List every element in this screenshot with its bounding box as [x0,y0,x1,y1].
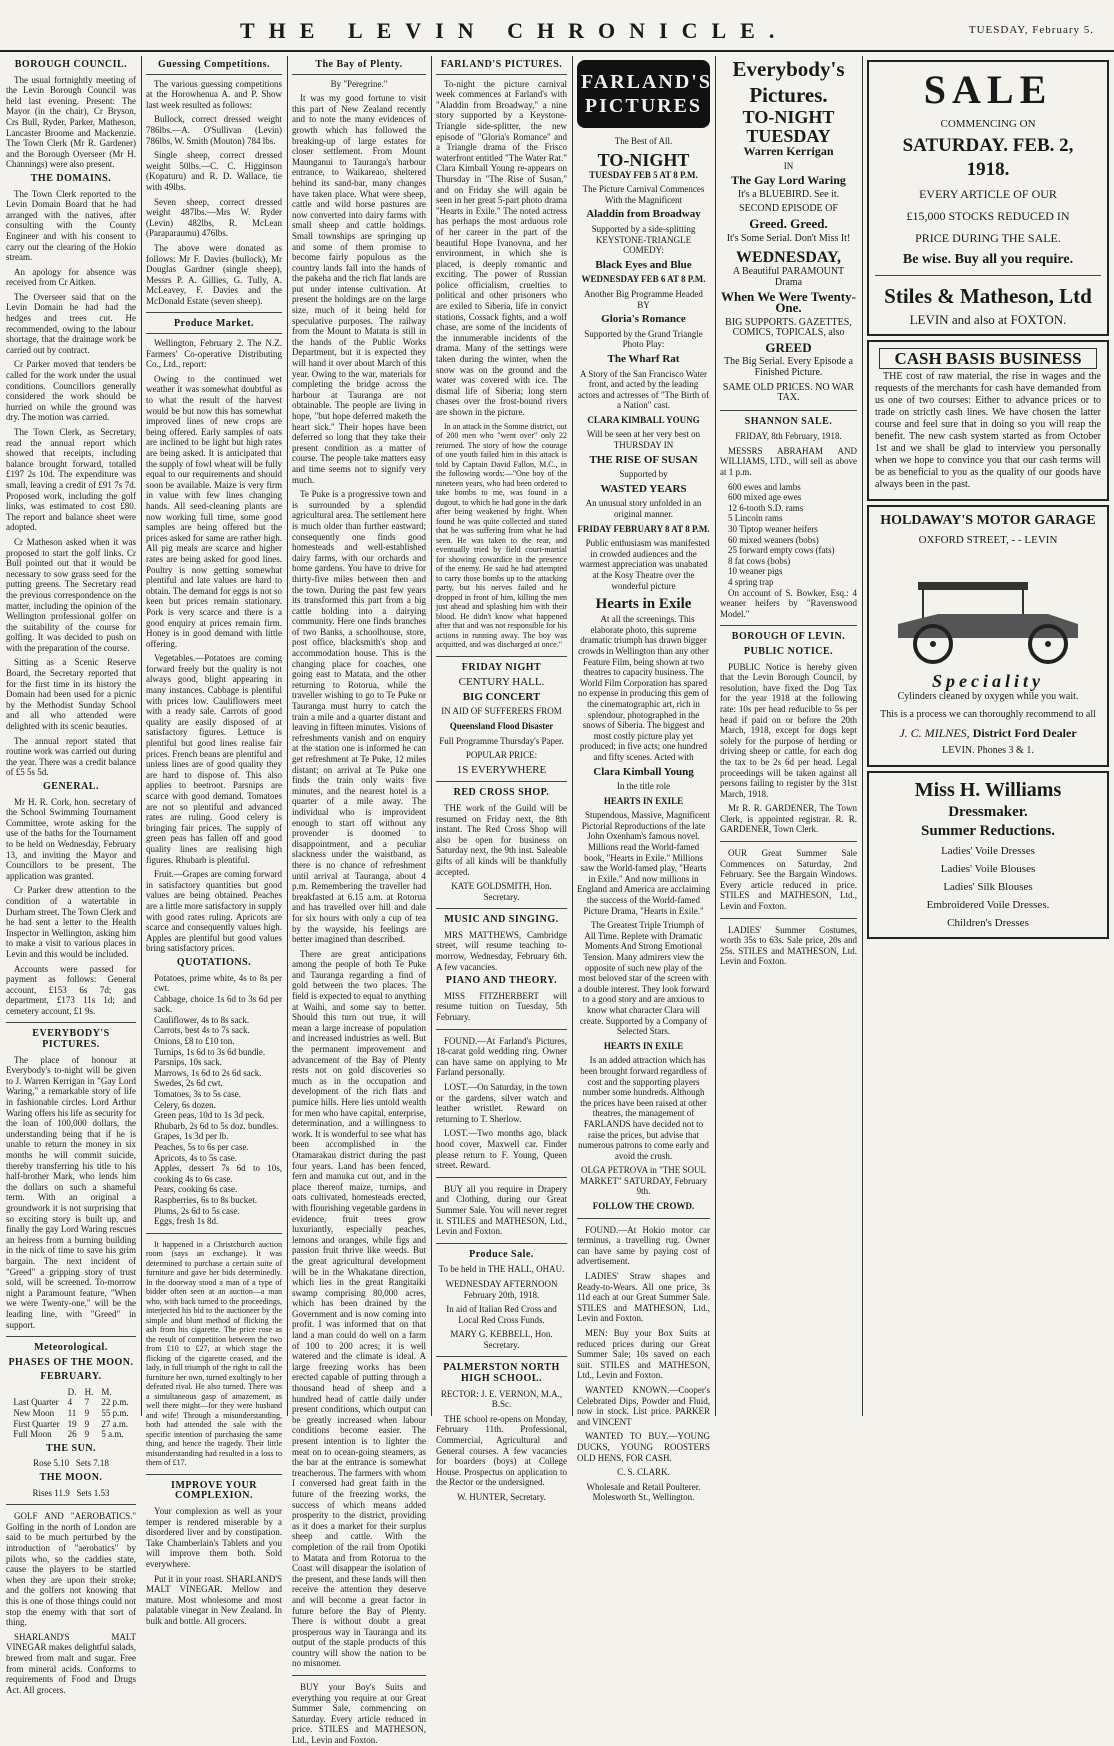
feature-title: Black Eyes and Blue [595,258,692,271]
table-cell: 26 [67,1429,77,1440]
dealer-title: District Ford Dealer [972,725,1077,740]
divider [436,908,567,909]
article-paragraph: It happened in a Christchurch auction room (says an exchange). It was determined to purchase a certain suite of furniture and gave her bids determinedly. In the doorway stood a man of a type of bidder often seen at an auction—a man who, with back turned to the proceedings, interjected his bid to the auctioneer by the simple and blunt method of flicking the ash from his cigarette. The price rose as the result of competition between the two from £10 to £27, at which stage the flicking of the cigarette ceased, and the lady, in full triumph of the right to call the furniture her own, turned exultingly to her defeated rival. He also turned. There was a simultaneous gasp of amazement, as well there might—for they were husband and wife! Through a misunderstanding, both had attended the sale with the specific intention of purchasing the same thing, and hence the tragedy. Their little misunderstanding had resulted in a loss to them of £17. [146,1239,282,1468]
list-item: Cauliflower, 4s to 8s sack. [154,1014,250,1025]
sale-date: SATURDAY. FEB. 2, [902,135,1074,156]
meteorological-heading: Meteorological. [34,1342,108,1354]
list-item: 600 mixed age ewes [728,492,802,503]
column-2 [146,56,282,1626]
list-item: Parsnips, 10s sack. [154,1057,222,1068]
column-rule [862,56,863,1416]
article-paragraph: Cr Matheson asked when it was proposed to start the golf links. Cr Bull pointed out that it would be necessary to sow grass seed for the putting greens. The Secretary read the previous correspondence on the matter, including the opinion of the Wellington professional golfer on the suitability of the course for golfing. It was decided to push on with the preparation of the course. [6,536,136,653]
ad-line: EVERY ARTICLE OF OUR [919,187,1057,201]
divider [146,312,282,313]
cash-basis-advert [867,340,1109,501]
stock-list [720,482,857,588]
ad-paragraph: Stupendous, Massive, Magnificent Pictorial Reproductions of the late John Oxenham's famous novel. Millions read the World-famed book, "Hearts in Exile." Millions saw the World-famed play, "Hearts in Exile." And now millions in England and America are acclaiming the success of the World-famed Picture Drama, "Hearts in Exile." [577,810,710,916]
list-item: Turnips, 1s 6d to 3s 6d bundle. [154,1046,266,1057]
article-paragraph: Cr Parker drew attention to the condition of a watertable in Durham street. The Town Clerk and he had sent a letter to the Health Inspector in Wellington, asking him to make a visit to various places in Levin and this would be included. [6,885,136,959]
produce-sale-date: WEDNESDAY AFTERNOON February 20th, 1918. [445,1278,558,1300]
ad-line: OLGA PETROVA in "THE SOUL MARKET" SATURDAY, February 9th. [580,1165,707,1197]
classified-ad: WANTED TO BUY.—YOUNG DUCKS, YOUNG ROOSTERS OLD HENS, FOR CASH. [577,1431,710,1463]
notice-paragraph: Mr R. R. GARDENER, The Town Clerk, is appointed registrar. R. R. GARDENER, Town Clerk. [720,803,857,835]
notice-paragraph: THE work of the Guild will be resumed on Friday next, the 8th instant. The Red Cross Shop will also be open for business on Saturday next, the 9th inst. Saleable gifts of all kinds will be thankfully accepted. [436,802,567,877]
ad-line: Supported by a side-splitting KEYSTONE-TRIANGLE COMEDY: [591,223,696,256]
masthead [0,0,1114,52]
article-paragraph: The various guessing competitions at the Horowhenua A. and P. Show last week resulted as follows: [146,78,282,110]
list-item: 12 6-tooth S.D. rams [728,502,804,513]
ad-line: Cylinders cleaned by oxygen while you wait. [897,690,1079,702]
feature-title: Gloria's Romance [601,313,686,326]
divider [436,656,567,657]
article-paragraph: The above were donated as follows: Mr F. Davies (bullock), Mr Douglas Gardner (single sheep), Messrs P. A. Gillies, G. Tully, A. McLeavey, F. Davies and the McDonald Estate (seven sheep). [146,242,282,306]
column-3 [292,56,427,1746]
car-roof [918,582,1028,590]
sun-heading: THE SUN. [45,1442,97,1454]
star-name: CLARA KIMBALL YOUNG [587,414,700,425]
sale-title: SALE [923,67,1053,112]
wheel-hub [930,641,936,647]
moon-heading: THE MOON. [39,1472,103,1484]
location-line: LEVIN and also at FOXTON. [909,312,1067,327]
list-item: Grapes, 1s 3d per lb. [154,1131,229,1142]
ad-line: An unusual story unfolded in an original manner. [585,498,702,520]
section-subheading: GENERAL. [43,781,99,792]
article-paragraph: The usual fortnightly meeting of the Levin Borough Council was held last evening. Present: The Mayor (in the chair), Cr Bryson, Crs Bull, Ryder, Parker, Matheson, Lancaster Broome and Mackenzie. The Town Clerk (Mr R. Gardener) and the Borough Overseer (Mr H. Channings) were also present. [6,74,136,170]
article-paragraph: The Town Clerk, as Secretary, read the annual report which showed that receipts, including balance brought forward, totalled £197 2s 10d. The expenditure was small, leaving a credit of £91 7s 7d. Proposed work, including the golf links, was estimated to cost £80. The report and balance sheet were adopted. [6,427,136,533]
column-6 [720,56,857,1416]
ad-line: The Big Serial. Every Episode a Finished Picture. [724,356,853,378]
article-paragraph: Seven sheep, correct dressed weight 487lbs.—Mrs W. Ryder (Levin) 482lbs, R. McLean (Paraparaumu) 476lbs. [146,196,282,239]
table-cell: 9 [84,1408,90,1419]
column-4 [436,56,567,1502]
article-paragraph: GOLF AND "AEROBATICS." Golfing in the north of London are said to be much perturbed by the introduction of "aerobatics" by pilots who, so the caddies state, cause the players to be startled when they are upon their stroke; and the golfers not knowing that this is one of those things could not stop the enemy with that sort of thing. [6,1511,136,1628]
feature-title: WASTED YEARS [600,482,687,495]
list-item: Marrows, 1s 6d to 2s 6d sack. [154,1067,262,1078]
ad-line: £15,000 STOCKS REDUCED IN [906,209,1070,223]
motor-car-illustration [878,552,1098,672]
column-rule [572,56,573,1416]
moon-set: Sets 1.53 [76,1487,110,1498]
classified-ad: FOUND.—At Hokio motor car terminus, a travelling rug. Owner can have same by paying cost of advertisement. [577,1224,710,1267]
table-cell: 9 [84,1429,90,1440]
table-header-cell: D. [67,1386,77,1397]
table-row [9,1397,132,1408]
article-paragraph: Bullock, correct dressed weight 786lbs.—A. O'Sullivan (Levin) 786lbs, W. Smith (Mouton) 784 lbs. [146,114,282,146]
divider [146,1233,282,1234]
borough-levin-heading: BOROUGH OF LEVIN. [731,631,846,643]
garage-name: HOLDAWAY'S MOTOR GARAGE [880,513,1096,528]
stiles-matheson-name: Stiles & Matheson, Ltd [884,284,1092,308]
table-row [9,1429,132,1440]
feature-title: The Gay Lord Waring [731,173,846,188]
programme-line: Full Programme Thursday's Paper. [439,735,564,746]
table-cell: 5 a.m. [101,1429,124,1440]
cash-basis-heading: CASH BASIS BUSINESS [879,348,1097,369]
shannon-sale-heading: SHANNON SALE. [744,415,833,427]
moon-rise: Rises 11.9 [32,1487,70,1498]
list-item: 4 spring trap [728,577,774,587]
dealer-line [875,725,1101,741]
notice-paragraph: MRS MATTHEWS, Cambridge street, will resume teaching to-morrow, Wednesday, February 6th. A few vacancies. [436,929,567,972]
table-cell: 4 [67,1397,73,1408]
business-name: Miss H. Williams [914,778,1062,801]
list-item: Swedes, 2s 6d cwt. [154,1078,223,1089]
ad-line: In the title role [616,781,671,792]
table-header-cell [9,1387,63,1398]
article-paragraph: An apology for absence was received from Cr Aitken. [6,266,136,288]
signature: MARY G. KEBBELL, Hon. Secretary. [450,1329,553,1350]
list-item: Ladies' Voile Blouses [940,862,1036,875]
list-item: Peaches, 5s to 6s per case. [154,1142,249,1152]
speciality-heading: Speciality [932,671,1044,691]
sale-year: 1918. [966,159,1010,180]
sun-set: Sets 7.18 [75,1458,109,1469]
divider [875,275,1101,276]
sun-rise: Rose 5.10 [33,1458,70,1469]
table-cell: Full Moon [13,1429,52,1440]
signature: C. S. CLARK. [617,1467,670,1478]
everybodys-pictures-heading: EVERYBODY'S PICTURES. [32,1028,110,1051]
list-item: 60 mixed weaners (bobs) [728,534,819,545]
column-5 [577,56,712,1503]
big-concert: BIG CONCERT [462,690,541,703]
newspaper-title: THE LEVIN CHRONICLE. [240,18,789,43]
feature-title: HEARTS IN EXILE [603,795,684,806]
tonight-heading: TO-NIGHT [597,149,690,170]
notice-paragraph: On account of S. Bowker, Esq.: 4 weaner heifers by "Ravenswood Model." [720,587,857,619]
ad-paragraph: Public enthusiasm was manifested in crowded audiences and the warmest appreciation was unabated at the Kosy Theatre over the wonderful picture [579,538,710,591]
ad-paragraph: At all the screenings. This elaborate photo, this supreme dramatic triumph has drawn bigger crowds in Wellington than any other Feature Film, being shown at two theatres to capacity business. The World Film Corporation has spared no expense in producing this gem of the cinematographic art, rich in splendour, photographed in the snows of Siberia. The biggest and most costly picture play yet produced; in five acts; one hundred and fifty scenes. Acted with [578,614,709,762]
advertisement: MEN: Buy your Box Suits at reduced prices during our Great Summer Sale; 10s saved on each suit. STILES and MATHESON, Ltd., Levin and Foxton. [577,1328,710,1381]
list-item: Potatoes, prime white, 4s to 8s per cwt. [154,972,282,994]
feature-title: THE RISE OF SUSAN [589,453,698,466]
garage-address: OXFORD STREET, - - LEVIN [918,534,1058,546]
reductions-heading: Summer Reductions. [921,822,1055,839]
divider [436,781,567,782]
ad-line: BIG SUPPORTS. GAZETTES, COMICS, TOPICALS, also [725,316,852,339]
table-header-cell: H. [84,1386,94,1397]
divider [720,625,857,626]
ad-line: The Best of All. [614,136,673,146]
divider [6,1504,136,1505]
advertisement: Your complexion as well as your temper is rendered miserable by a disordered liver and by constipation. Take Chamberlain's Tablets and you will improve them both. Sold everywhere. [146,1505,282,1569]
article-paragraph: In an attack in the Somme district, out of 200 men who "went over" only 22 returned. The story of how the courage of one youth failed him in this attack is told by Captain David Fallon, M.C., in the following words:—"One boy of the nineteen years, who had been ordered to take bombs to me, was found in a dugout, to which he had gone in the dark after being weakened by fright. When found he was quite collected and stated that he was suffering from what he had seen. He was taken to the rear, and eventually tried by field court-martial for showing cowardice in the presence of the enemy. He said he had attempted to carry those bombs up to the attacking party, but his nerves failed and he dropped in front of him, killing the men just ahead and splashing him with their blood. He didn't know what happened after that and was not responsible for his actions in running away. The boy was acquitted, and was discharged at once." [436,421,567,650]
quotations-list [146,973,282,1227]
section-subheading: THE DOMAINS. [30,172,112,184]
feature-title: When We Were Twenty-One. [721,289,856,315]
classified-ad: LOST.—On Saturday, in the town or the gardens, silver watch and leather wristlet. Reward on returning to T. Sherlow. [436,1082,567,1124]
column-rule [715,56,716,1416]
article-paragraph: Single sheep, correct dressed weight 50lbs.—C. C. Higginson (Kopaturu) and R. D. Wallace, tie with 49lbs. [146,150,282,192]
feature-title: HEARTS IN EXILE [603,1040,684,1051]
list-item: Children's Dresses [947,916,1029,929]
list-item: Plums, 2s 6d to 5s case. [154,1205,240,1216]
borough-council-heading: BOROUGH COUNCIL. [14,59,128,70]
article-paragraph: The annual report stated that routine work was carried out during the year. There was a credit balance of £5 5s 5d. [6,735,136,778]
guessing-heading: Guessing Competitions. [146,60,282,75]
article-paragraph: Accounts were passed for payment as follows: General account, £153 6s 7d; gas department, £173 11s 1d; and cemetery account, £1 9s. [6,963,136,1016]
ad-paragraph: Is an added attraction which has been brought forward regardless of cost and the supporting players number some hundreds. Although the prices have been raised at other theatres, the management of FARLANDS have decided not to raise the prices, but advise that numerous patrons to come early and avoid the crush. [578,1055,709,1161]
feature-title: Aladdin from Broadway [586,208,701,221]
article-paragraph: Owing to the continued wet weather it was somewhat doubtful as to what the result of the harvest would be but now this has somewhat improved lines of new crops are being offered. Early samples of oats are inclined to be light but high rates are being asked. It is anticipated that the supply of fowl wheat will be fully equal to our requirements and should soon be available. Maize is very firm in value with few lines changing hands. All seed-cleaning plants are now working full time, some good samples are being offered but the prices asked for same are rather high. All pig meals are scarce and higher rates are being asked for good lines. Poultry is now getting somewhat plentiful and late values are hard to obtain. The demand for eggs is not so keen but prices remain stationary. Pork is very scarce and there is a good enquiry at prices remain firm. Honey is in good demand with little offering. [146,373,282,649]
table-cell: First Quarter [13,1418,60,1429]
list-item: Ladies' Voile Dresses [941,844,1035,857]
list-item: 25 forward empty cows (fats) [728,545,835,556]
aid-line: IN AID OF SUFFERERS FROM [441,706,562,717]
tuesday-heading: TUESDAY [746,126,831,146]
williams-dressmaker-advert [867,771,1109,939]
ad-line: A Story of the San Francisco Water front, and acted by the leading actors and actresses of "The Birth of a Nation" cast. [577,368,710,411]
column-1 [6,56,136,1695]
divider [720,918,857,919]
produce-sale-venue: To be held in THE HALL, OHAU. [438,1264,565,1275]
table-header-cell: M. [101,1386,112,1397]
article-paragraph: Wellington, February 2. The N.Z. Farmers' Co-operative Distributing Co., Ltd., report: [146,338,282,370]
moon-month: FEBRUARY. [40,1371,102,1383]
list-item: Ladies' Silk Blouses [943,880,1033,893]
ad-line: The Picture Carnival Commences With the Magnificent [582,184,705,205]
notice-paragraph: PUBLIC Notice is hereby given that the Levin Borough Council, by resolution, have fixed the Dog Tax for the year 1918 at the following rate: 10s per head reducible to 5s per head if paid on or before the 20th March, 1918, except for dogs kept solely for the purpose of herding or driving sheep or cattle, for each dog the tax to be 2s 6d per head. Legal proceedings will be taken against all persons failing to register by the 31st March, 1918. [720,661,857,799]
list-item: Tomatoes, 3s to 5s case. [154,1089,241,1100]
queensland-line: Queensland Flood Disaster [449,720,554,731]
improve-heading: IMPROVE YOUR COMPLEXION. [171,1479,257,1502]
high-school-heading: PALMERSTON NORTH HIGH SCHOOL. [443,1362,560,1385]
table-cell: 22 p.m. [101,1397,129,1408]
feature-title: Hearts in Exile [595,596,692,613]
divider [720,841,857,842]
ad-line: SECOND EPISODE OF [739,203,838,215]
rector-line: RECTOR: J. E. VERNON, M.A., B.Sc. [440,1388,563,1410]
ad-line: Another Big Programme Headed BY [584,288,703,310]
table-row [9,1419,132,1430]
sale-date: FRIDAY, 8th February, 1918. [735,431,842,442]
list-item: Green peas, 10d to 1s 3d peck. [154,1110,265,1121]
article-paragraph: Vegetables.—Potatoes are coming forward freely but the quality is not always good, blight appearing in many instances. Cabbage is plentiful with prices low. Cauliflowers meet with a ready sale. Carrots of good quality are easily disposed of at satisfactory figures. Lettuce is plentiful but good lines realise fair prices. French beans are plentiful and unless lines are of good quality they are hard to dispose of. This also applies to beetroot. Parsnips are scarce with good demand. Tomatoes are not so plentiful and advanced rates are ruling. Good celery is bringing fair prices. The supply of green peas has fallen off and good quality lines are realising high figures. Rhubarb is plentiful. [146,653,282,865]
feature-title: GREED [765,339,812,355]
ad-line: Supported by the Grand Triangle Photo Play: [584,328,703,350]
moon-times [6,1488,136,1499]
feature-title: Greed. Greed. [749,215,828,231]
table-cell: New Moon [13,1408,55,1419]
tonight-heading: TO-NIGHT [742,107,835,127]
bay-of-plenty-heading: The Bay of Plenty. [292,60,426,75]
ad-line: FOLLOW THE CROWD. [592,1201,695,1212]
article-paragraph: It was my good fortune to visit this part of New Zealand recently and to note the many evidences of growth which has followed the breaking-up of large estates for closer settlement. From Mount Maunganui to Tauranga's harbour entrance, to Waikareao, sheltered behind its sand-bar, many changes have taken place. What were sheep, cattle and wild horse pastures are now converted into dairy farms with small sheep and cattle holdings. Small townships are springing up and some of them promise to become fairly populous as the country lands fall into the hands of the pakeha and the rich flat lands are put under intense cultivation. At present the holdings are on the large size, much of it being held for speculative purposes. The railway from the Mount to Matata is still in the hands of the Public Works Department, but it is expected they will hand it over about March of this year. Owing to the war, materials for completing the bridge across the harbour at Tauranga are not obtainable. The people are living in hope, "but hope deferred maketh the heart sick." Their hopes have been deferred so long that they take their present condition as a matter of course. The people take matters easy and time seems not to signify very much. [292,93,426,485]
table-cell: 9 [84,1418,90,1429]
divider [436,1029,567,1030]
ad-line: COMMENCING ON [940,118,1036,130]
date-line: TUESDAY FEB 5 AT 8 P.M. [589,169,698,180]
sale-advert [867,60,1109,336]
century-hall: CENTURY HALL. [458,676,545,689]
music-heading: MUSIC AND SINGING. [444,914,559,926]
sun-times [6,1458,136,1469]
divider [6,1336,136,1337]
produce-market-heading: Produce Market. [146,319,282,334]
classified-ad: LOST.—Two months ago, black hood cover, Maxwell car. Finder please return to F. Young, Queen street. Reward. [436,1128,567,1171]
table-cell: 7 [84,1397,90,1408]
produce-sale-aid: In aid of Italian Red Cross and Local Red Cross Funds. [446,1304,557,1325]
list-item: Carrots, best 4s to 7s sack. [154,1025,250,1036]
article-paragraph: Mr H. R. Cork, hon. secretary of the School Swimming Tournament Committee, wrote asking for the use of the baths for the Tournament to be held on Wednesday, February 13, and inviting the Mayor and Councillors to be present. The application was granted. [6,796,136,881]
ad-paragraph: The Greatest Triple Triumph of All Time. Replete with Dramatic Moments And Strong Emotional Tension. Many admirers view the opposite of such new play of the most beloved star of the screen with a double interest. They look forward to a good story and are anxious to know what character Clara will create. Supported by a Company of Selected Stars. [577,920,710,1037]
article-paragraph: The Overseer said that on the Levin Domain he had had the hedges and trees cut. He recommended, owing to the labour shortage, that the drainage work be carried out by contract. [6,291,136,355]
column-7 [867,56,1109,1416]
advertisement: BUY all you require in Drapery and Clothing, during our Great Summer Sale. You will never regret it. STILES and MATHESON, Ltd., Levin and Foxton. [436,1183,567,1237]
signature: W. HUNTER, Secretary. [457,1492,546,1502]
everybodys-heading: Everybody's Pictures. [732,57,845,107]
article-paragraph: To-night the picture carnival week commences at Farland's with "Aladdin from Broadway," a nine story supported by a Keystone-Triangle side-splitter, the new episode of "Gloria's Romance" and a Triangle drama of the Frisco waterfront entitled "The Water Rat." Clara Kimball Young re-appears on Thursday in "The Rise of Susan," and on Friday she will again be seen in her great 5-part photo drama "Hearts in Exile." The noted actress has perhaps the most arduous role of her career in the part of the beautiful Hope Ivanovna, and her environment, in which she is placed, is deeply romantic and exciting. The power of Russian police officialism, cruelties to political and other prisoners who are exiled to Siberia, life in convict stations, Cossack fights, and a wolf chase, are some of the incidents of the innumerable incidents of the drama. Many of the settings were taken during the winter, when the snow was on the ground and the water was covered with ice. The dismal life of Siberia; long stern chases over the frost-bound rivers are shown in the picture. [436,78,567,417]
signature: KATE GOLDSMITH, Hon. Secretary. [451,881,552,902]
article-paragraph: Sitting as a Scenic Reserve Board, the Secretary reported that for the first time in its history the Domain had been used for a picnic by the Methodist Sunday School and all who attended were delighted with its scenic beauties. [6,657,136,732]
column-rule [287,56,288,1416]
classified-ad: WANTED KNOWN.—Cooper's Celebrated Dips, Powder and Fluid, now in stock. List price. PARKER and VINCENT [577,1384,710,1427]
byline: By "Peregrine." [330,78,388,89]
divider [436,1243,567,1244]
phones-line: LEVIN. Phones 3 & 1. [942,744,1034,756]
divider [436,1177,567,1178]
friday-night-heading: FRIDAY NIGHT [461,661,542,673]
wednesday-heading: WEDNESDAY, [735,249,842,267]
article-paragraph: There are great anticipations among the people of both Te Puke and Tauranga regarding a find of gold between the two places. The field is expected to equal to anything at Waihi, and some say to better. Should this turn out true, it will mean a large increase of population and increased industries as well. But the permanent improvement and advancement of the Bay of Plenty rests not on gold discoveries so much as in the occupation and development of the rich flats and pumice hills. Here lies untold wealth for men who have capital, enterprise, determination, and a willingness to work. It is wonderful to see what has been accomplished in the Otamarakau district during the past four years. Land has been fenced, fern and manuka cut out, and in the place thereof maize, turnips, and oats cultivated, homesteads erected, with flourishing vegetable gardens in evidence, fruit trees grow luxuriantly, especially peaches, lemons and oranges, while figs and passion fruit thrive like weeds. But the great agricultural development will be in the Whakatane direction, which lies in the great Rangitaiki swamp comprising 80,000 acres, which has been drained by the Government and is now coming into profit. I was informed that on that land a man could do well on a farm of 100 to 200 acres; it is well watered and the climate is ideal. A large freezing works has been erected capable of putting through a thousand head of sheep and a hundred head of cattle daily under present conditions, which output can be greatly increased when labour conditions become easier. The present intention is to lighter the meat on to ocean-going steamers, as the bar at the entrance is somewhat treacherous. The farmers with whom I conversed had great faith in the future of the freezing works, the success of which means added prosperity to the district, providing as it does a market for their surplus sheep and cattle. With the completion of the rail from Opotiki to Matata and from Rotorua to the Coast will disappear the isolation of the present, and these lands will then receive the attention they deserve and will become a great factor in future before the Bay of Plenty. There is without doubt a great prosperous way in Tauranga and its output of the staple products of this country will show the nation to be no misnomer. [292,948,426,1669]
table-cell: 27 a.m. [101,1418,129,1429]
column-rule [141,56,142,1416]
spacer [1001,1000,1002,1001]
notice-paragraph: MESSRS ABRAHAM AND WILLIAMS, LTD., will sell as above at 1 p.m. [720,445,857,478]
farlands-logo: FARLAND'S PICTURES [577,60,710,128]
table-header-row [9,1387,132,1398]
star-name: Clara Kimball Young [593,765,694,778]
moon-table [9,1387,132,1440]
red-cross-heading: RED CROSS SHOP. [453,787,550,799]
column-rule [431,56,432,1416]
divider [720,410,857,411]
ad-line: Supported by [619,469,668,480]
ad-line: A Beautiful PARAMOUNT Drama [732,266,845,288]
list-item: Celery, 6s dozen. [154,1099,216,1110]
list-item: Raspberries, 6s to 8s bucket. [154,1194,257,1205]
issue-date: TUESDAY, February 5. [968,24,1094,36]
star-name: Warren Kerrigan [743,144,834,158]
ad-line: Will be seen at her very best on THURSDAY IN [586,429,701,451]
table-cell: 55 p.m. [101,1408,129,1419]
list-item: Embroidered Voile Dresses. [926,898,1050,911]
article-paragraph: Cr Parker moved that tenders be called for the work under the usual conditions. Councillors generally considered the work should be hurried on while the ground was dry. The motion was carried. [6,359,136,423]
advertisement: LADIES' Straw shapes and Ready-to-Wears. All one price, 3s 11d each at our Great Summer Sale. STILES and MATHESON, Ltd., Levin and Foxton. [577,1271,710,1324]
list-item: Onions, £8 to £10 ton. [154,1036,235,1047]
article-paragraph: Te Puke is a progressive town and is surrounded by a splendid agricultural area. The settlement here is much older than further eastward; consequently one finds good homesteads and well-established dairy farms, with our orchards and home gardens. You have to drive for thirty-five miles between then and the town. During the past few years its transformed this part from a big cattle holding into a dairying community. Here one finds branches of two Banks, a schoolhouse, store, post office, blacksmith's shop and accommodation house. This is the changing place for coaches, one going east to Matata, and the other returning to Rotorua, while the traveller wishing to go to Te Puke or Tauranga must hurry to catch the train a mile and a quarter distant and leaving in fifteen minutes. Visions of refreshments vanish and on enquiry at the station one is informed he can get refreshment at Te Puke, 12 miles distant; on arrival at Te Puke one finds the train only waits five minutes, and the nearest hotel is a quarter of a mile away. The individual who is improvident enough to start off without any provender is doomed to disappointment, and a peculiar slackness under the waistband, as there is no chance of refreshment until arrival at Tauranga, about 4 p.m. Remembering the traveller had breakfasted at 6.15 a.m. at Rotorua and has travelled over hill and dale for six hours with only a cup of tea by the wayside, his feelings are better imagined than described. [292,489,427,945]
price-line: 1S EVERYWHERE [456,763,547,776]
table-row [9,1408,132,1419]
ad-line: It's Some Serial. Don't Miss It! [726,232,851,244]
moon-phases-heading: PHASES OF THE MOON. [8,1356,134,1368]
quotations-heading: QUOTATIONS. [176,956,252,968]
produce-sale-heading: Produce Sale. [469,1248,534,1260]
list-item: 5 Lincoln rams [728,513,783,524]
ad-line: PRICE DURING THE SALE. [915,231,1061,245]
divider [146,1474,282,1475]
price-heading: POPULAR PRICE: [465,750,538,761]
divider [577,1218,710,1219]
divider [6,1022,136,1023]
list-item: 10 weaner pigs [728,566,783,577]
table-cell: 11 [67,1408,77,1419]
date-line: FRIDAY FEBRUARY 8 AT 8 P.M. [577,523,710,534]
advertisement: SHARLAND'S MALT VINEGAR makes delightful salads, brewed from malt and sugar. Free from mineral acids. Conforms to requirements of Food and Drugs Act. All grocers. [6,1631,136,1695]
notice-paragraph: THE school re-opens on Monday, February 11th. Professional, Commercial, Agricultural and General courses. A few vacancies for boarders (boys) at College House. Prospectus on application to the Rector or the undersigned. [436,1413,567,1488]
list-item: Rhubarb, 2s 6d to 5s doz. bundles. [154,1120,279,1131]
ad-line: IN [783,160,794,171]
article-paragraph: The Town Clerk reported to the Levin Domain Board that he had arranged with the natives, after consulting with the County Engineer and with his consent to carry out the clearing of the Hokio stream. [6,188,136,263]
table-cell: 19 [67,1418,77,1429]
list-item: Apricots, 4s to 5s case. [154,1152,237,1163]
ad-line: SAME OLD PRICES. NO WAR TAX. [722,381,855,404]
date-line: WEDNESDAY FEB 6 AT 8 P.M. [581,274,706,285]
list-item: 30 Tiptop weaner heifers [728,524,818,535]
list-item: 8 fat cows (bobs) [728,555,791,566]
divider [436,1356,567,1357]
advertisement: Put it in your roast. SHARLAND'S MALT VINEGAR. Mellow and mature. Most wholesome and most palatable vinegar in New Zealand. In bulk and bottle. All grocers. [146,1573,282,1626]
sale-slogan: Be wise. Buy all you require. [902,252,1074,267]
list-item: 600 ewes and lambs [728,481,801,492]
dealer-name: J. C. MILNES, [899,725,970,740]
public-notice-heading: PUBLIC NOTICE. [743,645,834,657]
ad-line: It's a BLUEBIRD. See it. [737,188,840,200]
signature: Wholesale and Retail Poulterer. Molesworth St., Wellington. [586,1481,701,1503]
farlands-pictures-heading: FARLAND'S PICTURES. [436,60,567,75]
holdaway-advert [867,505,1109,767]
list-item: Pears, cooking 6s case. [154,1184,238,1195]
article-paragraph: The place of honour at Everybody's to-night will be given to J. Warren Kerrigan in "Gay Lord Waring," a remarkable story of life in fashionable circles. Lord Arthur Waring offers his life as security for the loan of 100,000 dollars, the understanding being that if he is unable to return the money in six months he will commit suicide, thereby transferring his title to his half-brother Mark, who lends him the dollars on such a shameful term. With an original a groundwork it is not surprising that so exciting story is built up, and finally the gay Lord Waring rescues an heiress from a burning building in the nick of time to save his grim bargain. The next incident of "Greed" a gripping story of trust sold, will be screened. To-morrow night a Paramount feature, "When we were Twenty-one," will be the leading line, with "Greed" in support. [6,1054,136,1330]
table-cell: Last Quarter [13,1397,59,1408]
advertisement: LADIES' Summer Costumes, worth 35s to 63s. Sale price, 20s and 25s. STILES and MATHESON, Ltd. Levin and Foxton. [720,924,857,967]
list-item: Cabbage, choice 1s 6d to 3s 6d per sack. [154,993,282,1015]
wheel-hub [1045,641,1051,647]
classified-ad: FOUND.—At Farland's Pictures, 18-carat gold wedding ring. Owner can have same on applying to Mr Farland personally. [436,1035,567,1078]
advertisement: BUY your Boy's Suits and everything you require at our Great Summer Sale, commencing on Saturday. Every article reduced in price. STILES and MATHESON, Ltd., Levin and Foxton. [292,1682,426,1746]
ad-paragraph: THE cost of raw material, the rise in wages and the requests of the merchants for cash have demanded from us one of two courses: Either to advance prices or to trade on strictly cash lines. We have chosen the latter course and feel sure that in doing so you will reap the benefit. The new cash system started as from October 1st and we shall be glad to interview you personally when we hope to convince you that our cash terms will be as beneficial to you as the quality of our goods have always been in the past. [875,371,1101,490]
article-paragraph: Fruit.—Grapes are coming forward in satisfactory quantities but good values are being obtained. Peaches are a little more satisfactory in supply with good rates ruling. Apricots are scarce and consequently values high. Apples are plentiful but good values bring satisfactory prices. [146,869,282,954]
feature-title: The Wharf Rat [607,352,680,365]
divider [292,1675,426,1676]
piano-heading: PIANO AND THEORY. [445,975,558,987]
list-item: Apples, dessert 7s 6d to 10s, cooking 4s to 6s case. [154,1163,282,1184]
business-trade: Dressmaker. [948,803,1028,820]
advertisement: OUR Great Summer Sale Commences on Saturday, 2nd February. See the Bargain Windows. Every article reduced in price. STILES and MATHESON, Ltd., Levin and Foxton. [720,848,857,912]
ad-line: This is a process we can thoroughly recommend to all [880,708,1096,720]
notice-paragraph: MISS FITZHERBERT will resume tuition on Tuesday, 5th February. [436,990,567,1023]
list-item: Eggs, fresh 1s 8d. [154,1216,219,1227]
